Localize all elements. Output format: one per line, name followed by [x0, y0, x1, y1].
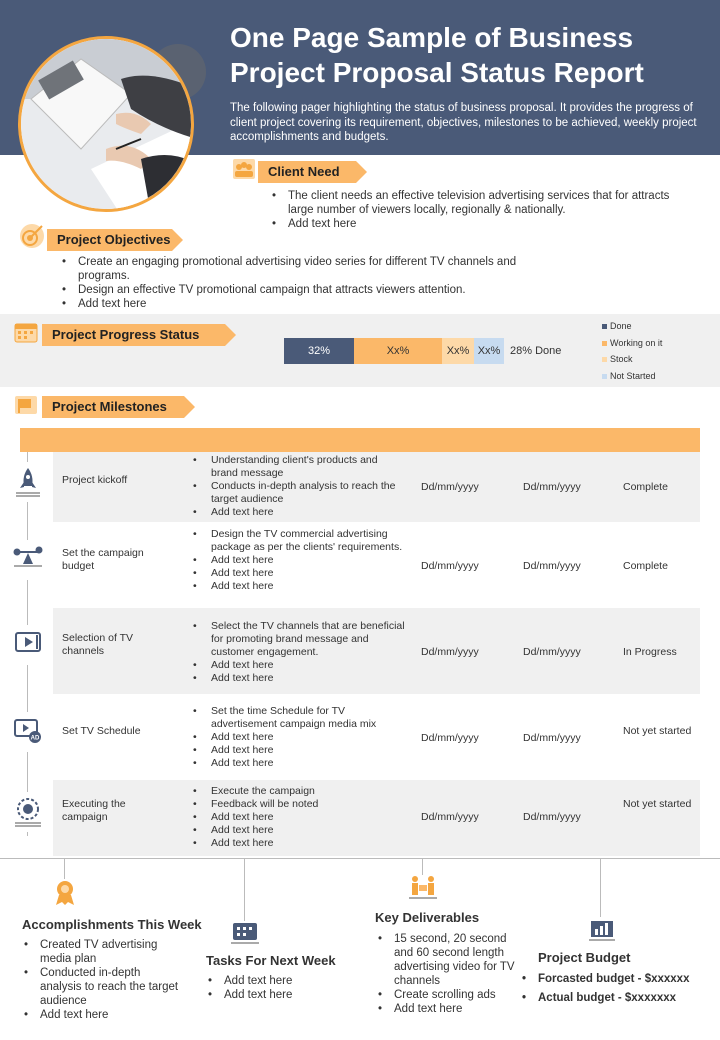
progress-legend [602, 318, 662, 384]
task-calendar-icon [230, 921, 260, 945]
list-item: • Add text here [191, 567, 406, 580]
list-item: • Create an engaging promotional advertising video series for different TV channels and programs. [60, 255, 560, 283]
page-title [230, 20, 700, 90]
list-item: • Add text here [376, 1002, 526, 1016]
milestone-status: Complete [623, 481, 668, 493]
legend-item [602, 351, 662, 368]
client-need-label: Client Need [258, 161, 356, 183]
legend-label: Done [610, 321, 632, 331]
list-item: • 15 second, 20 second and 60 second length advertising video for TV channels [376, 932, 526, 988]
progress-bar-stock: Xx% [442, 338, 474, 364]
list-item: • Conducted in-depth analysis to reach the target audience [22, 966, 182, 1008]
list-item: • Add text here [191, 757, 406, 770]
page-description: The following pager highlighting the status of business proposal. It provides the progress of client project covering its requirement, objectives, milestones to be achieved, weekly project accomplishments and budgets. [230, 102, 697, 143]
progress-done-text: 28% Done [510, 345, 562, 357]
list-item: • Conducts in-depth analysis to reach the target audience [191, 480, 406, 506]
tv-ad-icon [12, 712, 44, 752]
list-item: • Add text here [191, 824, 406, 837]
connector-line [244, 859, 245, 921]
list-item: • Select the TV channels that are beneficial for promoting brand message and customer engagement. [191, 620, 406, 659]
progress-bar-not-started: Xx% [474, 338, 504, 364]
team-icon [232, 158, 256, 180]
award-icon [50, 877, 80, 907]
list-item: • Add text here [191, 731, 406, 744]
header-photo [18, 36, 194, 212]
calendar-icon [14, 321, 38, 343]
budget-list [520, 972, 720, 1005]
list-item: • Add text here [270, 217, 695, 231]
list-item: • Add text here [191, 506, 406, 519]
legend-label: Working on it [610, 337, 663, 348]
milestone-tasks [191, 528, 406, 593]
network-gear-icon [12, 792, 44, 832]
milestone-tasks [191, 705, 406, 770]
milestone-end-date: Dd/mm/yyyy [523, 732, 581, 744]
milestone-status: Not yet started [623, 798, 692, 810]
legend-swatch [602, 374, 607, 379]
svg-text:AD: AD [30, 735, 40, 742]
tasks-list [206, 974, 366, 1002]
list-item: • The client needs an effective television advertising services that for attracts large number of viewers locally, regionally & nationally. [270, 189, 695, 217]
list-item: • Add text here [206, 974, 366, 988]
milestone-name: Executing the campaign [62, 798, 126, 823]
milestone-name: Selection of TV channels [62, 632, 134, 657]
list-item: • Add text here [191, 837, 406, 850]
legend-item [602, 335, 662, 352]
milestone-start-date: Dd/mm/yyyy [421, 481, 479, 493]
milestones-label: Project Milestones [42, 396, 184, 418]
milestone-status: Not yet started [623, 725, 692, 737]
rocket-icon [12, 462, 44, 502]
list-item: • Add text here [191, 554, 406, 567]
list-item: • Add text here [191, 744, 406, 757]
milestone-flag-icon [14, 394, 38, 416]
actual-budget: • Actual budget - $xxxxxxx [520, 991, 720, 1005]
title-line-2: Project Proposal Status Report [230, 57, 644, 88]
list-item: • Add text here [191, 580, 406, 593]
legend-swatch [602, 324, 607, 329]
milestone-row [53, 694, 700, 780]
budget-chart-icon [588, 918, 616, 942]
milestone-status: Complete [623, 560, 668, 572]
accomplishments-title: Accomplishments This Week [22, 917, 202, 932]
list-item: • Add text here [206, 988, 366, 1002]
list-item: • Add text here [22, 1008, 182, 1022]
milestone-name: Set TV Schedule [62, 725, 141, 737]
objectives-list [60, 255, 560, 311]
milestone-row [53, 608, 700, 694]
progress-status-label: Project Progress Status [42, 324, 225, 346]
handover-icon [408, 874, 438, 900]
video-player-icon [12, 625, 44, 665]
milestone-end-date: Dd/mm/yyyy [523, 481, 581, 493]
bottom-divider [0, 858, 720, 859]
legend-swatch [602, 357, 607, 362]
milestone-tasks [191, 454, 406, 519]
title-line-1: One Page Sample of Business [230, 22, 634, 53]
connector-line [422, 859, 423, 875]
connector-line [600, 859, 601, 917]
forecasted-budget: • Forcasted budget - $xxxxxx [520, 972, 720, 986]
deliverables-list [376, 932, 526, 1016]
milestone-name: Project kickoff [62, 474, 128, 486]
list-item: • Design an effective TV promotional campaign that attracts viewers attention. [60, 283, 560, 297]
deliverables-title: Key Deliverables [375, 910, 480, 925]
objectives-label: Project Objectives [47, 229, 172, 251]
list-item: • Set the time Schedule for TV advertisement campaign media mix [191, 705, 406, 731]
tasks-title: Tasks For Next Week [206, 953, 336, 968]
list-item: • Add text here [191, 811, 406, 824]
list-item: • Feedback will be noted [191, 798, 406, 811]
milestone-row [53, 780, 700, 856]
milestone-row [53, 522, 700, 608]
list-item: • Add text here [191, 672, 406, 685]
milestone-start-date: Dd/mm/yyyy [421, 560, 479, 572]
list-item: • Understanding client's products and brand message [191, 454, 406, 480]
milestone-start-date: Dd/mm/yyyy [421, 646, 479, 658]
legend-swatch [602, 341, 607, 346]
progress-bar-working: Xx% [354, 338, 442, 364]
milestone-start-date: Dd/mm/yyyy [421, 811, 479, 823]
milestone-end-date: Dd/mm/yyyy [523, 646, 581, 658]
milestones-table-header [20, 428, 700, 452]
list-item: • Add text here [191, 659, 406, 672]
list-item: • Execute the campaign [191, 785, 406, 798]
balance-scale-icon [12, 540, 44, 580]
client-need-list [270, 189, 695, 231]
list-item: • Add text here [60, 297, 560, 311]
desk-meeting-illustration [21, 39, 194, 212]
progress-bar-done: 32% [284, 338, 354, 364]
list-item: • Design the TV commercial advertising package as per the clients' requirements. [191, 528, 406, 554]
milestone-row [53, 452, 700, 522]
milestone-tasks [191, 785, 406, 850]
milestone-start-date: Dd/mm/yyyy [421, 732, 479, 744]
accomplishments-list [22, 938, 182, 1022]
milestone-name: Set the campaign budget [62, 547, 144, 572]
milestone-end-date: Dd/mm/yyyy [523, 560, 581, 572]
list-item: • Created TV advertising media plan [22, 938, 182, 966]
milestone-tasks [191, 620, 406, 685]
legend-label: Not Started [610, 370, 656, 381]
milestone-end-date: Dd/mm/yyyy [523, 811, 581, 823]
legend-item [602, 368, 662, 385]
list-item: • Create scrolling ads [376, 988, 526, 1002]
legend-item [602, 318, 662, 335]
connector-line [64, 859, 65, 879]
budget-title: Project Budget [538, 950, 631, 965]
legend-label: Stock [610, 354, 633, 364]
target-icon [18, 222, 46, 250]
milestone-status: In Progress [623, 646, 677, 658]
